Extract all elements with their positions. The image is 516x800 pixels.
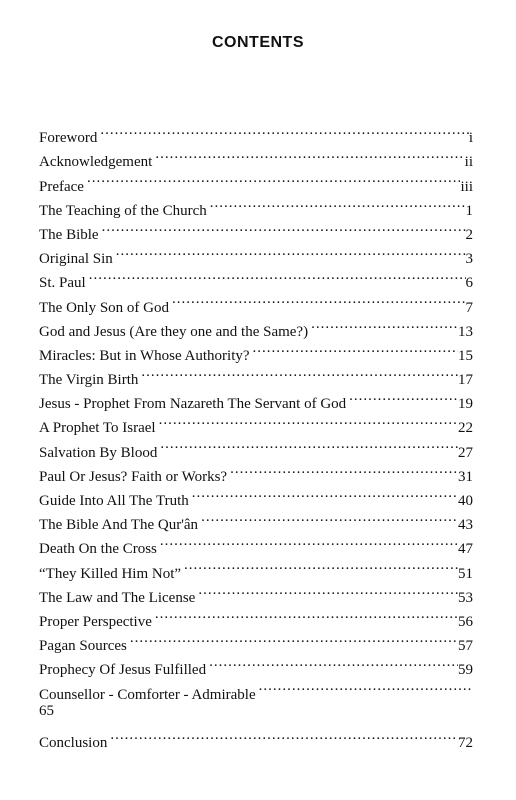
toc-leader-dots: [160, 529, 458, 553]
toc-leader-dots: [259, 674, 473, 698]
toc-entry-page: 47: [458, 541, 473, 558]
toc-entry-title: The Only Son of God: [39, 299, 169, 316]
toc-entry: [39, 166, 473, 195]
toc-entry-title: The Virgin Birth: [39, 372, 139, 389]
toc-entry-page: 57: [458, 638, 473, 655]
toc-entry-page: 53: [458, 589, 473, 606]
toc-entry-title: Foreword: [39, 130, 98, 147]
toc-leader-dots: [141, 360, 458, 384]
toc-entry-title: Death On the Cross: [39, 541, 157, 558]
toc-leader-dots: [198, 578, 458, 602]
toc-entry-title: Original Sin: [39, 251, 113, 268]
toc-leader-dots: [155, 142, 464, 166]
toc-entry-title: Paul Or Jesus? Faith or Works?: [39, 468, 228, 485]
toc-entry-title: Acknowledgement: [39, 154, 153, 171]
toc-entry-page: 31: [458, 468, 473, 485]
toc-entry-page: 22: [458, 420, 473, 437]
toc-entry: [39, 263, 473, 292]
toc-entry-title: Counsellor - Comforter - Admirable: [39, 686, 256, 703]
toc-entry-page: 43: [458, 517, 473, 534]
toc-entry: [39, 142, 473, 171]
toc-entry-page: 51: [458, 565, 473, 582]
table-of-contents: [39, 118, 473, 751]
page-title: CONTENTS: [212, 34, 304, 51]
toc-entry-title: The Bible And The Qur'ân: [39, 517, 199, 534]
toc-entry-title: Guide Into All The Truth: [39, 493, 189, 509]
toc-leader-dots: [116, 239, 466, 263]
toc-entry: [39, 239, 473, 268]
toc-entry-page: 27: [458, 444, 473, 461]
toc-entry-page: 3: [465, 251, 473, 268]
toc-leader-dots: [89, 263, 466, 287]
toc-entry-title: The Teaching of the Church: [39, 202, 207, 219]
toc-entry-title: Prophecy Of Jesus Fulfilled: [39, 662, 207, 679]
toc-entry-title: St. Paul: [39, 275, 86, 292]
toc-leader-dots: [230, 457, 458, 481]
toc-leader-dots: [172, 287, 466, 311]
toc-entry-page: 7: [465, 299, 473, 316]
toc-entry: [39, 118, 473, 147]
toc-entry-title: “They Killed Him Not”: [39, 565, 182, 582]
toc-entry: [39, 674, 473, 722]
toc-leader-dots: [110, 723, 458, 747]
toc-entry-title: A Prophet To Israel: [39, 420, 156, 437]
toc-leader-dots: [87, 166, 461, 190]
toc-leader-dots: [210, 191, 466, 215]
toc-leader-dots: [159, 408, 458, 432]
toc-entry-page: 65: [39, 702, 54, 719]
toc-entry-title: Proper Perspective: [39, 613, 152, 630]
toc-entry-page: 6: [465, 275, 473, 292]
toc-entry-title: Salvation By Blood: [39, 444, 158, 461]
toc-entry-page: 17: [458, 372, 473, 389]
toc-entry-title: Preface: [39, 178, 84, 195]
toc-leader-dots: [100, 118, 469, 142]
toc-leader-dots: [209, 650, 458, 674]
toc-entry-title: Conclusion: [39, 734, 108, 751]
toc-leader-dots: [311, 312, 458, 336]
toc-entry-title: God and Jesus (Are they one and the Same?): [39, 323, 309, 340]
toc-entry-page: ii: [464, 154, 473, 171]
toc-entry-page: 2: [465, 226, 473, 243]
toc-entry-title: The Bible: [39, 226, 99, 243]
toc-entry: [39, 287, 473, 316]
toc-entry-page: 15: [458, 347, 473, 364]
toc-entry-page: 19: [458, 396, 473, 413]
toc-leader-dots: [102, 215, 466, 239]
toc-entry-page: 40: [458, 493, 473, 509]
toc-leader-dots: [201, 505, 458, 529]
toc-leader-dots: [160, 432, 458, 456]
toc-leader-dots: [184, 553, 458, 577]
toc-entry-page: 59: [458, 662, 473, 679]
toc-entry-title: Miracles: But in Whose Authority?: [39, 347, 250, 364]
toc-entry-page: 56: [458, 613, 473, 630]
toc-entry: [39, 215, 473, 243]
toc-leader-dots: [192, 481, 458, 505]
toc-entry-page: iii: [460, 178, 473, 195]
toc-entry: [39, 723, 473, 751]
toc-entry-title: Jesus - Prophet From Nazareth The Servant of God: [39, 396, 347, 413]
toc-entry-page: 1: [465, 202, 473, 219]
toc-leader-dots: [349, 384, 458, 408]
toc-entry-page: 13: [458, 323, 473, 340]
toc-entry: [39, 191, 473, 219]
toc-leader-dots: [155, 602, 458, 626]
toc-leader-dots: [253, 336, 458, 360]
toc-entry-page: 72: [458, 734, 473, 751]
toc-entry-page: i: [468, 130, 473, 147]
toc-entry-title: Pagan Sources: [39, 638, 127, 655]
toc-leader-dots: [130, 626, 458, 650]
toc-entry-title: The Law and The License: [39, 589, 196, 606]
